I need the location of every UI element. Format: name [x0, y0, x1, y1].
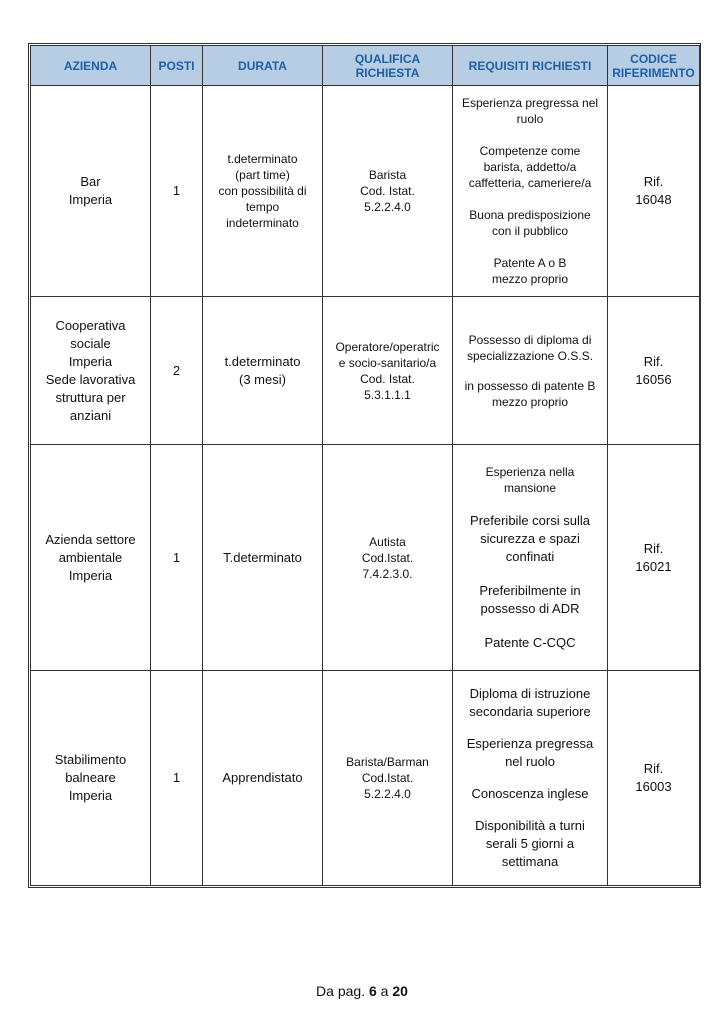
page-footer	[0, 983, 724, 999]
requirement-item: Disponibilità a turni serali 5 giorni a settimana	[475, 818, 585, 869]
requirement-item: Diploma di istruzione secondaria superiore	[469, 686, 591, 719]
table-row	[31, 86, 700, 297]
cell-posti: 1	[151, 86, 203, 297]
requirement-item: Esperienza pregressa nel ruolo	[461, 96, 599, 126]
cell-codice: Rif. 16021	[608, 445, 700, 671]
cell-qualifica: Barista Cod. Istat. 5.2.2.4.0	[323, 86, 453, 297]
cell-requisiti	[453, 671, 608, 886]
footer-total-pages: 20	[392, 983, 408, 999]
cell-codice: Rif. 16003	[608, 671, 700, 886]
job-offers-table	[30, 45, 700, 886]
cell-requisiti	[453, 297, 608, 445]
requirement-item: Esperienza nella mansione	[485, 464, 575, 495]
cell-durata: Apprendistato	[203, 671, 323, 886]
cell-posti: 1	[151, 445, 203, 671]
footer-page-number: 6	[368, 983, 377, 999]
cell-azienda: Stabilimento balneare Imperia	[31, 671, 151, 886]
requirement-item: Possesso di diploma di specializzazione O.S.S.	[466, 332, 594, 363]
table-row	[31, 297, 700, 445]
cell-codice: Rif. 16056	[608, 297, 700, 445]
cell-durata: t.determinato (part time) con possibilità di tempo indeterminato	[203, 86, 323, 297]
job-offers-table-wrapper	[28, 43, 701, 888]
requirement-item: Competenze come barista, addetto/a caffetteria, cameriere/a	[468, 144, 592, 190]
header-azienda: AZIENDA	[31, 46, 151, 86]
requirement-item: Preferibile corsi sulla sicurezza e spazi confinati	[470, 512, 590, 564]
cell-codice: Rif. 16048	[608, 86, 700, 297]
requirement-item: in possesso di patente B mezzo proprio	[464, 378, 596, 409]
header-requisiti: REQUISITI RICHIESTI	[453, 46, 608, 86]
cell-posti: 1	[151, 671, 203, 886]
header-qualifica: QUALIFICA RICHIESTA	[323, 46, 453, 86]
requirement-item: Patente A o B mezzo proprio	[491, 256, 569, 286]
footer-prefix: Da pag.	[316, 983, 366, 999]
header-codice: CODICE RIFERIMENTO	[608, 46, 700, 86]
cell-durata: T.determinato	[203, 445, 323, 671]
requirement-item: Conoscenza inglese	[471, 786, 589, 801]
table-row	[31, 671, 700, 886]
cell-requisiti	[453, 86, 608, 297]
requirement-item: Patente C-CQC	[484, 634, 576, 650]
header-posti: POSTI	[151, 46, 203, 86]
footer-separator: a	[380, 983, 389, 999]
table-row	[31, 445, 700, 671]
cell-qualifica: Barista/Barman Cod.Istat. 5.2.2.4.0	[323, 671, 453, 886]
table-header-row	[31, 46, 700, 86]
cell-posti: 2	[151, 297, 203, 445]
cell-azienda: Cooperativa sociale Imperia Sede lavorativa struttura per anziani	[31, 297, 151, 445]
cell-qualifica: Operatore/operatric e socio-sanitario/a Cod. Istat. 5.3.1.1.1	[323, 297, 453, 445]
cell-azienda: Azienda settore ambientale Imperia	[31, 445, 151, 671]
requirement-item: Preferibilmente in possesso di ADR	[479, 582, 581, 616]
cell-requisiti	[453, 445, 608, 671]
cell-durata: t.determinato (3 mesi)	[203, 297, 323, 445]
header-durata: DURATA	[203, 46, 323, 86]
requirement-item: Buona predisposizione con il pubblico	[469, 208, 591, 238]
cell-qualifica: Autista Cod.Istat. 7.4.2.3.0.	[323, 445, 453, 671]
requirement-item: Esperienza pregressa nel ruolo	[466, 736, 594, 769]
cell-azienda: Bar Imperia	[31, 86, 151, 297]
